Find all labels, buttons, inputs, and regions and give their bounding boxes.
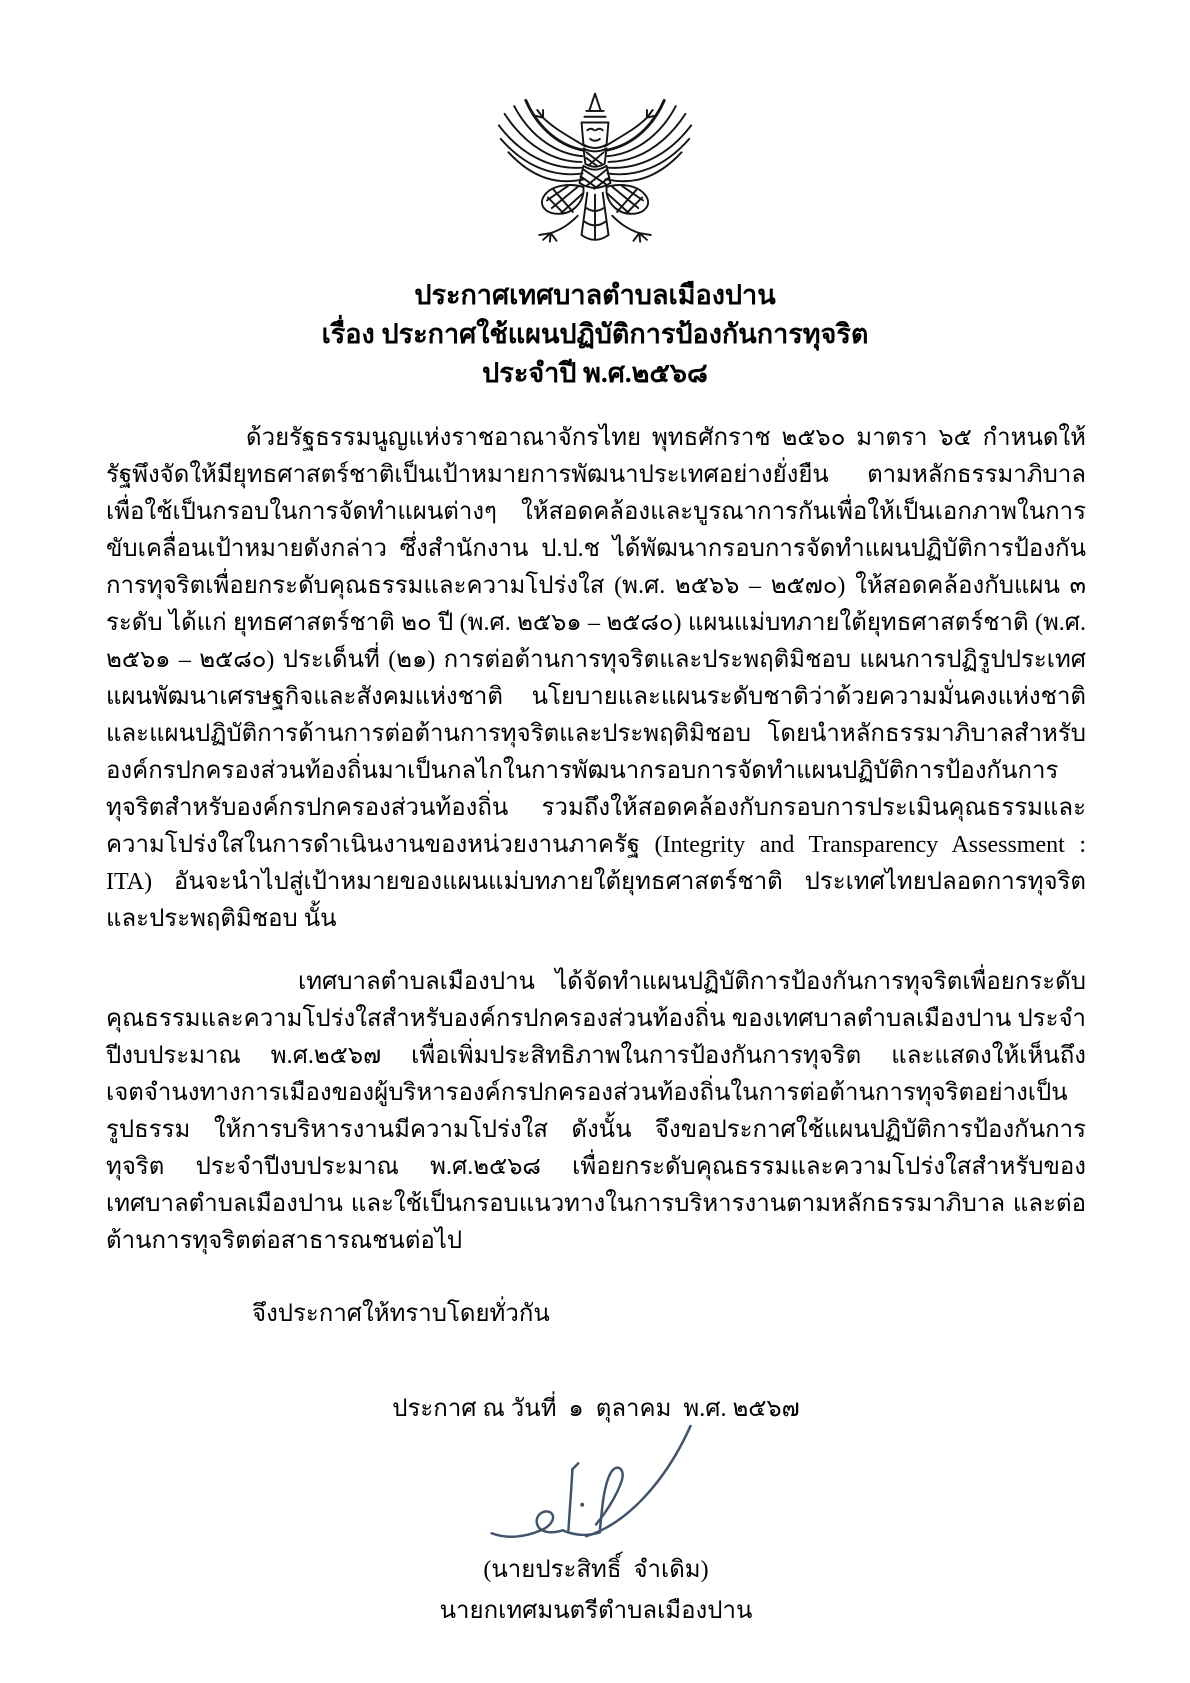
paragraph-1: ด้วยรัฐธรรมนูญแห่งราชอาณาจักรไทย พุทธศักราช ๒๕๖๐ มาตรา ๖๕ กำหนดให้รัฐพึงจัดให้มียุทธศาสตร์ชาติเป็นเป้าหมายการพัฒนาประเทศอย่างยั่งยืน ตามหลักธรรมาภิบาลเพื่อใช้เป็นกรอบในการจัดทำแผนต่างๆ ให้สอดคล้องและบูรณาการกันเพื่อให้เป็นเอกภาพในการขับเคลื่อนเป้าหมายดังกล่าว ซึ่งสำนักงาน ป.ป.ช ได้พัฒนากรอบการจัดทำแผนปฏิบัติการป้องกันการทุจริตเพื่อยกระดับคุณธรรมและความโปร่งใส (พ.ศ. ๒๕๖๖ – ๒๕๗๐) ให้สอดคล้องกับแผน ๓ ระดับ ได้แก่ ยุทธศาสตร์ชาติ ๒๐ ปี (พ.ศ. ๒๕๖๑ – ๒๕๘๐) แผนแม่บทภายใต้ยุทธศาสตร์ชาติ (พ.ศ. ๒๕๖๑ – ๒๕๘๐) ประเด็นที่ (๒๑) การต่อต้านการทุจริตและประพฤติมิชอบ แผนการปฏิรูปประเทศ แผนพัฒนาเศรษฐกิจและสังคมแห่งชาติ นโยบายและแผนระดับชาติว่าด้วยความมั่นคงแห่งชาติ และแผนปฏิบัติการด้านการต่อต้านการทุจริตและประพฤติมิชอบ โดยนำหลักธรรมาภิบาลสำหรับองค์กรปกครองส่วนท้องถิ่นมาเป็นกลไกในการพัฒนากรอบการจัดทำแผนปฏิบัติการป้องกันการทุจริตสำหรับองค์กรปกครองส่วนท้องถิ่น รวมถึงให้สอดคล้องกับกรอบการประเมินคุณธรรมและความโปร่งใสในการดำเนินงานของหน่วยงานภาครัฐ (Integrity and Transparency Assessment : ITA) อันจะนำไปสู่เป้าหมายของแผนแม่บทภายใต้ยุทธศาสตร์ชาติ ประเทศไทยปลอดการทุจริตและประพฤติมิชอบ นั้น xyxy=(106,425,1086,932)
signer-title: นายกเทศมนตรีตำบลเมืองปาน xyxy=(439,1598,753,1624)
document-title-line2: เรื่อง ประกาศใช้แผนปฏิบัติการป้องกันการทุจริต xyxy=(321,319,869,349)
document-body xyxy=(106,420,1086,1630)
garuda-emblem xyxy=(470,90,720,260)
title-block xyxy=(0,276,1190,393)
proclamation-date-line: ประกาศ ณ วันที่ ๑ ตุลาคม พ.ศ. ๒๕๖๗ xyxy=(392,1396,800,1422)
document-title-line3: ประจำปี พ.ศ.๒๕๖๘ xyxy=(482,358,708,388)
signature-ink-icon xyxy=(476,1422,716,1550)
signature xyxy=(106,1422,1086,1550)
signer-name: (นายประสิทธิ์ จำเดิม) xyxy=(483,1557,709,1583)
garuda-icon xyxy=(470,90,720,255)
paragraph-2: เทศบาลตำบลเมืองปาน ได้จัดทำแผนปฏิบัติการป้องกันการทุจริตเพื่อยกระดับคุณธรรมและความโปร่งใสสำหรับองค์กรปกครองส่วนท้องถิ่น ของเทศบาลตำบลเมืองปาน ประจำปีงบประมาณ พ.ศ.๒๕๖๗ เพื่อเพิ่มประสิทธิภาพในการป้องกันการทุจริต และแสดงให้เห็นถึงเจตจำนงทางการเมืองของผู้บริหารองค์กรปกครองส่วนท้องถิ่นในการต่อต้านการทุจริตอย่างเป็นรูปธรรม ให้การบริหารงานมีความโปร่งใส ดังนั้น จึงขอประกาศใช้แผนปฏิบัติการป้องกันการทุจริต ประจำปีงบประมาณ พ.ศ.๒๕๖๘ เพื่อยกระดับคุณธรรมและความโปร่งใสสำหรับของเทศบาลตำบลเมืองปาน และใช้เป็นกรอบแนวทางในการบริหารงานตามหลักธรรมาภิบาล และต่อต้านการทุจริตต่อสาธารณชนต่อไป xyxy=(106,969,1086,1254)
document-title-line1: ประกาศเทศบาลตำบลเมืองปาน xyxy=(414,280,776,310)
closing-line: จึงประกาศให้ทราบโดยทั่วกัน xyxy=(252,1301,550,1327)
